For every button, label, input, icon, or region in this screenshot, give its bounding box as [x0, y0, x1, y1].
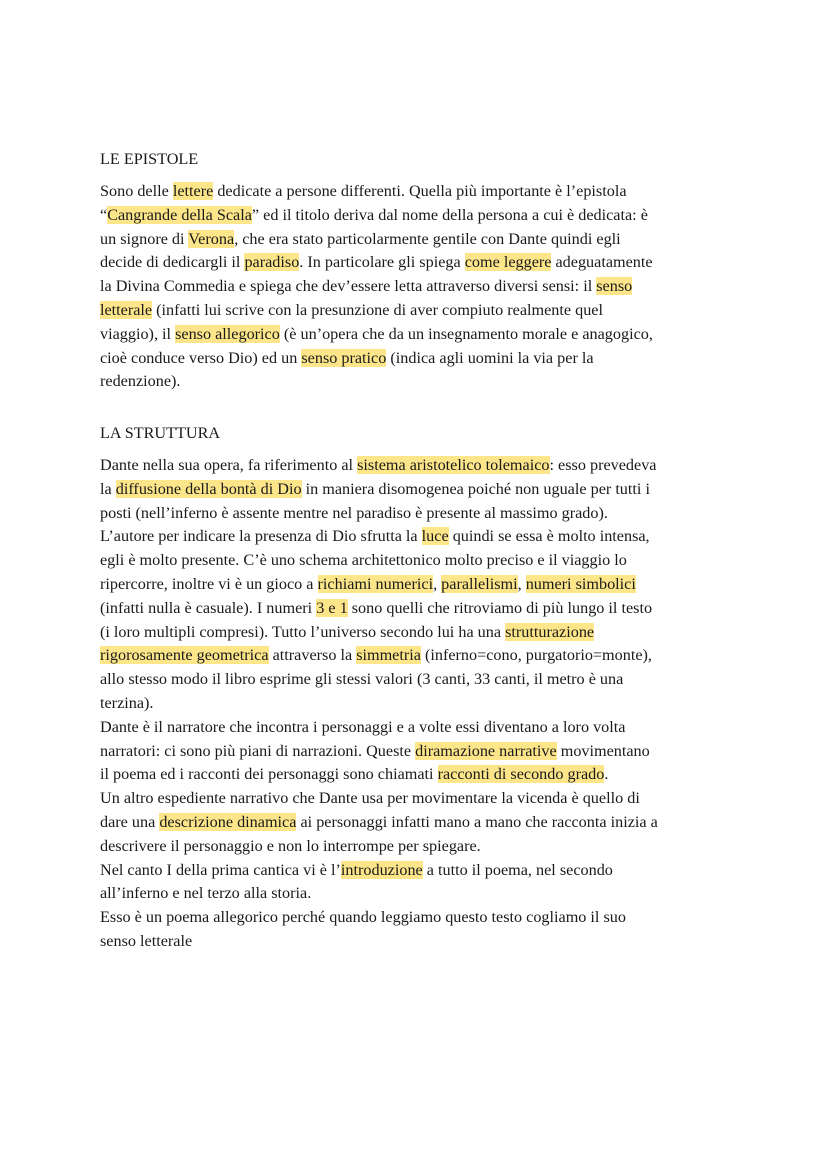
- text-line: [100, 180, 740, 204]
- text-line: [100, 787, 740, 811]
- highlighted-text: senso pratico: [301, 348, 387, 367]
- text-segment: all’inferno e nel terzo alla storia.: [100, 884, 312, 903]
- highlighted-text: racconti di secondo grado: [437, 765, 605, 784]
- text-line: [100, 668, 740, 692]
- text-line: [100, 621, 740, 645]
- text-segment: , che era stato particolarmente gentile con Dante quindi egli: [234, 229, 621, 248]
- text-segment: ripercorre, inoltre vi è un gioco a: [100, 574, 318, 593]
- text-segment: attraverso la: [268, 646, 357, 665]
- text-segment: narratori: ci sono più piani di narrazioni. Queste: [100, 741, 416, 760]
- highlighted-text: letterale: [100, 300, 153, 319]
- paragraph-epistole: [100, 180, 740, 394]
- highlighted-text: introduzione: [340, 860, 423, 879]
- text-segment: terzina).: [100, 693, 154, 712]
- text-segment: redenzione).: [100, 372, 181, 391]
- text-segment: (indica agli uomini la via per la: [386, 348, 594, 367]
- highlighted-text: diramazione narrative: [415, 741, 557, 760]
- text-line: [100, 835, 740, 859]
- highlighted-text: senso allegorico: [175, 324, 280, 343]
- text-segment: descrivere il personaggio e non lo interrompe per spiegare.: [100, 836, 481, 855]
- text-line: [100, 763, 740, 787]
- text-segment: ,: [433, 574, 442, 593]
- text-segment: .: [604, 765, 609, 784]
- text-line: [100, 299, 740, 323]
- text-segment: sono quelli che ritroviamo di più lungo il testo: [347, 598, 653, 617]
- text-line: [100, 597, 740, 621]
- text-line: [100, 204, 740, 228]
- text-segment: ai personaggi infatti mano a mano che racconta inizia a: [296, 812, 658, 831]
- text-line: [100, 859, 740, 883]
- text-line: [100, 549, 740, 573]
- text-segment: Dante nella sua opera, fa riferimento al: [100, 456, 358, 474]
- text-segment: allo stesso modo il libro esprime gli stessi valori (3 canti, 33 canti, il metro è una: [100, 670, 624, 689]
- section-title-struttura: LA STRUTTURA: [100, 424, 221, 442]
- text-segment: (infatti nulla è casuale). I numeri: [100, 598, 317, 617]
- text-line: [100, 811, 740, 835]
- highlighted-text: paradiso: [244, 253, 300, 272]
- text-segment: ” ed il titolo deriva dal nome della persona a cui è dedicata: è: [251, 205, 648, 224]
- text-segment: la: [100, 479, 116, 498]
- text-line: [100, 228, 740, 252]
- text-line: [100, 478, 740, 502]
- text-line: [100, 370, 740, 394]
- text-line: [100, 692, 740, 716]
- highlighted-text: Cangrande della Scala: [107, 205, 252, 224]
- text-line: [100, 275, 740, 299]
- text-segment: ,: [517, 574, 526, 593]
- highlighted-text: rigorosamente geometrica: [100, 646, 269, 665]
- text-segment: dare una: [100, 812, 160, 831]
- highlighted-text: 3 e 1: [316, 598, 348, 617]
- text-segment: posti (nell’inferno è assente mentre nel paradiso è presente al massimo grado).: [100, 503, 608, 522]
- text-segment: a tutto il poema, nel secondo: [422, 860, 613, 879]
- text-segment: (inferno=cono, purgatorio=monte),: [420, 646, 652, 665]
- text-segment: la Divina Commedia e spiega che dev’essere letta attraverso diversi sensi: il: [100, 277, 597, 296]
- text-line: [100, 930, 740, 954]
- text-segment: quindi se essa è molto intensa,: [448, 527, 650, 546]
- text-line: [100, 251, 740, 275]
- text-segment: Un altro espediente narrativo che Dante usa per movimentare la vicenda è quello di: [100, 789, 640, 808]
- text-line: [100, 740, 740, 764]
- highlighted-text: lettere: [172, 182, 214, 200]
- paragraph-struttura: [100, 454, 740, 954]
- text-line: [100, 573, 740, 597]
- highlighted-text: diffusione della bontà di Dio: [115, 479, 302, 498]
- text-line: [100, 454, 740, 478]
- section-title-epistole: LE EPISTOLE: [100, 150, 199, 168]
- text-segment: Esso è un poema allegorico perché quando leggiamo questo testo cogliamo il suo: [100, 908, 626, 927]
- text-segment: adeguatamente: [551, 253, 653, 272]
- highlighted-text: richiami numerici: [317, 574, 434, 593]
- highlighted-text: Verona: [188, 229, 235, 248]
- text-segment: movimentano: [556, 741, 650, 760]
- highlighted-text: senso: [596, 277, 633, 296]
- text-segment: in maniera disomogenea poiché non uguale per tutti i: [301, 479, 650, 498]
- text-line: [100, 502, 740, 526]
- text-segment: Sono delle: [100, 182, 173, 200]
- text-segment: . In particolare gli spiega: [299, 253, 465, 272]
- text-line: [100, 882, 740, 906]
- text-line: [100, 347, 740, 371]
- text-segment: dedicate a persone differenti. Quella più importante è l’epistola: [213, 182, 627, 200]
- highlighted-text: strutturazione: [505, 622, 595, 641]
- text-segment: viaggio), il: [100, 324, 176, 343]
- highlighted-text: parallelismi: [441, 574, 518, 593]
- text-segment: (i loro multipli compresi). Tutto l’universo secondo lui ha una: [100, 622, 506, 641]
- text-segment: (è un’opera che da un insegnamento morale e anagogico,: [279, 324, 653, 343]
- highlighted-text: luce: [421, 527, 449, 546]
- highlighted-text: descrizione dinamica: [159, 812, 297, 831]
- text-segment: decide di dedicargli il: [100, 253, 245, 272]
- text-segment: : esso prevedeva: [549, 456, 657, 474]
- text-line: [100, 906, 740, 930]
- text-line: [100, 644, 740, 668]
- text-segment: Dante è il narratore che incontra i personaggi e a volte essi diventano a loro volta: [100, 717, 626, 736]
- highlighted-text: sistema aristotelico tolemaico: [357, 456, 550, 474]
- text-segment: (infatti lui scrive con la presunzione di aver compiuto realmente quel: [152, 300, 603, 319]
- text-line: [100, 716, 740, 740]
- text-segment: senso letterale: [100, 931, 193, 950]
- text-line: [100, 525, 740, 549]
- text-segment: Nel canto I della prima cantica vi è l’: [100, 860, 341, 879]
- text-line: [100, 323, 740, 347]
- text-segment: L’autore per indicare la presenza di Dio sfrutta la: [100, 527, 422, 546]
- highlighted-text: numeri simbolici: [525, 574, 636, 593]
- text-segment: egli è molto presente. C’è uno schema architettonico molto preciso e il viaggio lo: [100, 551, 627, 570]
- text-segment: cioè conduce verso Dio) ed un: [100, 348, 302, 367]
- text-segment: il poema ed i racconti dei personaggi sono chiamati: [100, 765, 438, 784]
- highlighted-text: simmetria: [356, 646, 421, 665]
- text-segment: un signore di: [100, 229, 189, 248]
- highlighted-text: come leggere: [464, 253, 552, 272]
- text-segment: “: [100, 205, 108, 224]
